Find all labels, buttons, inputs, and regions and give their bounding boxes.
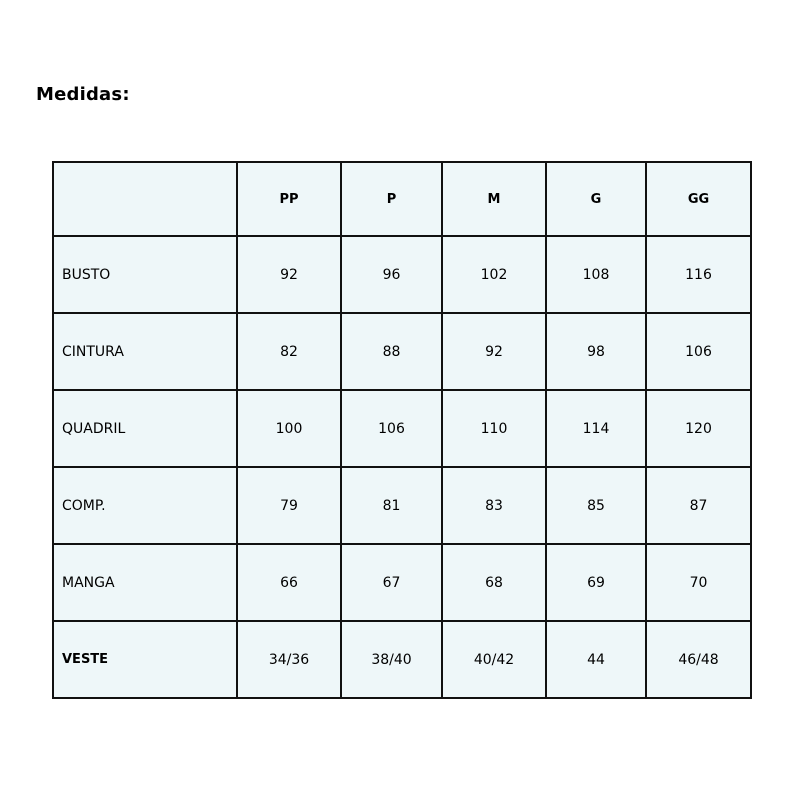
table-cell: 110 [442, 390, 546, 467]
size-chart-table [52, 161, 752, 699]
table-cell: 44 [546, 621, 646, 698]
table-row [53, 467, 751, 544]
table-cell: 106 [341, 390, 442, 467]
size-header-m: M [442, 162, 546, 236]
table-cell: 102 [442, 236, 546, 313]
table-cell: 82 [237, 313, 341, 390]
table-cell: 68 [442, 544, 546, 621]
table-cell: 66 [237, 544, 341, 621]
table-cell: 38/40 [341, 621, 442, 698]
table-cell: 67 [341, 544, 442, 621]
table-cell: 85 [546, 467, 646, 544]
table-cell: 106 [646, 313, 751, 390]
table-cell: 92 [442, 313, 546, 390]
table-cell: 98 [546, 313, 646, 390]
table-cell: 34/36 [237, 621, 341, 698]
table-cell: 120 [646, 390, 751, 467]
table-cell: 92 [237, 236, 341, 313]
table-cell: 46/48 [646, 621, 751, 698]
table-cell: 114 [546, 390, 646, 467]
row-label: MANGA [53, 544, 237, 621]
table-cell: 79 [237, 467, 341, 544]
table-cell: 69 [546, 544, 646, 621]
table-cell: 96 [341, 236, 442, 313]
size-header-g: G [546, 162, 646, 236]
row-label: VESTE [53, 621, 237, 698]
row-label: CINTURA [53, 313, 237, 390]
table-row [53, 390, 751, 467]
table-cell: 108 [546, 236, 646, 313]
table-cell: 40/42 [442, 621, 546, 698]
table-cell: 83 [442, 467, 546, 544]
row-label: COMP. [53, 467, 237, 544]
size-header-pp: PP [237, 162, 341, 236]
table-row [53, 313, 751, 390]
table-row [53, 621, 751, 698]
row-label: QUADRIL [53, 390, 237, 467]
table-cell: 116 [646, 236, 751, 313]
table-cell: 81 [341, 467, 442, 544]
page-title: Medidas: [36, 84, 130, 105]
table-cell: 88 [341, 313, 442, 390]
size-header-p: P [341, 162, 442, 236]
table-row [53, 236, 751, 313]
table-row [53, 544, 751, 621]
size-header-gg: GG [646, 162, 751, 236]
table-header-row [53, 162, 751, 236]
table-cell: 70 [646, 544, 751, 621]
row-label: BUSTO [53, 236, 237, 313]
table-cell: 87 [646, 467, 751, 544]
corner-cell [53, 162, 237, 236]
table-cell: 100 [237, 390, 341, 467]
